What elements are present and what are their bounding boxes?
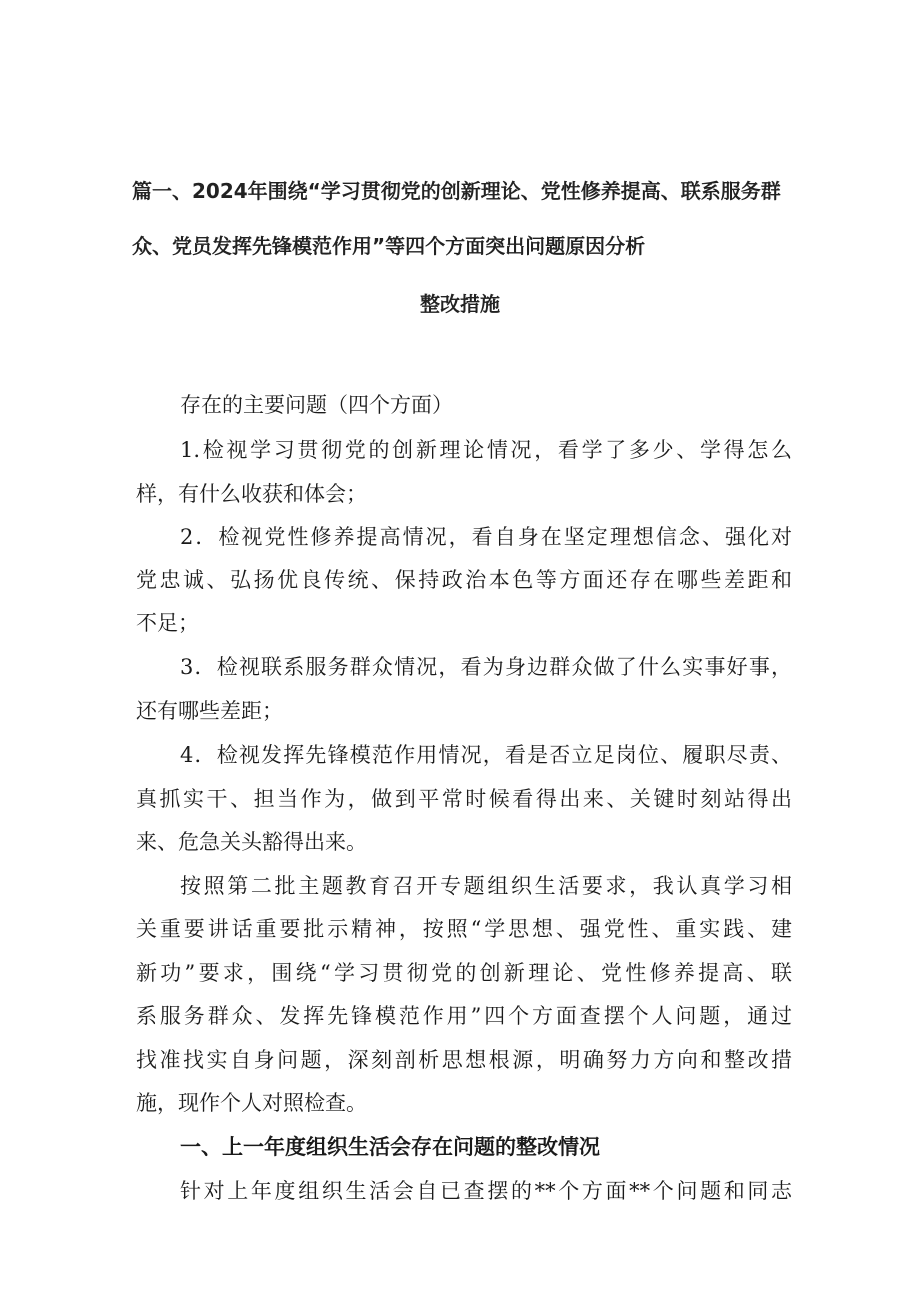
- body-line: 按照第二批主题教育召开专题组织生活要求，我认真学习相: [180, 874, 792, 898]
- body-line: 系服务群众、发挥先锋模范作用”四个方面查摆个人问题，通过: [136, 1004, 792, 1028]
- body-line: 关重要讲话重要批示精神，按照“学思想、强党性、重实践、建: [136, 917, 792, 941]
- body-line: 还有哪些差距；: [136, 699, 283, 723]
- body-line: 不足；: [136, 611, 199, 635]
- title-line-1: 篇一、2024年围绕“学习贯彻党的创新理论、党性修养提高、联系服务群: [132, 179, 781, 203]
- body-line: 找准找实自身问题，深刻剖析思想根源，明确努力方向和整改措: [136, 1048, 792, 1072]
- body-line: 真抓实干、担当作为，做到平常时候看得出来、关键时刻站得出: [136, 787, 792, 811]
- body-line: 存在的主要问题（四个方面）: [180, 393, 453, 417]
- body-line: 来、危急关头豁得出来。: [136, 830, 367, 854]
- title-line-3: 整改措施: [420, 292, 500, 316]
- body-line: 样，有什么收获和体会；: [136, 482, 367, 506]
- body-line: 4．检视发挥先锋模范作用情况，看是否立足岗位、履职尽责、: [180, 743, 792, 767]
- body-line: 新功”要求，围绕“学习贯彻党的创新理论、党性修养提高、联: [136, 961, 792, 985]
- title-line-2: 众、党员发挥先锋模范作用”等四个方面突出问题原因分析: [132, 234, 646, 258]
- body-line: 施，现作个人对照检查。: [136, 1091, 367, 1115]
- body-line: 针对上年度组织生活会自已查摆的**个方面**个问题和同志: [180, 1179, 792, 1203]
- body-line: 3．检视联系服务群众情况，看为身边群众做了什么实事好事，: [180, 655, 792, 679]
- body-line: 2．检视党性修养提高情况，看自身在坚定理想信念、强化对: [180, 525, 792, 549]
- body-line: 党忠诚、弘扬优良传统、保持政治本色等方面还存在哪些差距和: [136, 568, 792, 592]
- body-line: 1.检视学习贯彻党的创新理论情况，看学了多少、学得怎么: [180, 438, 792, 462]
- section-heading: 一、上一年度组织生活会存在问题的整改情况: [180, 1135, 600, 1159]
